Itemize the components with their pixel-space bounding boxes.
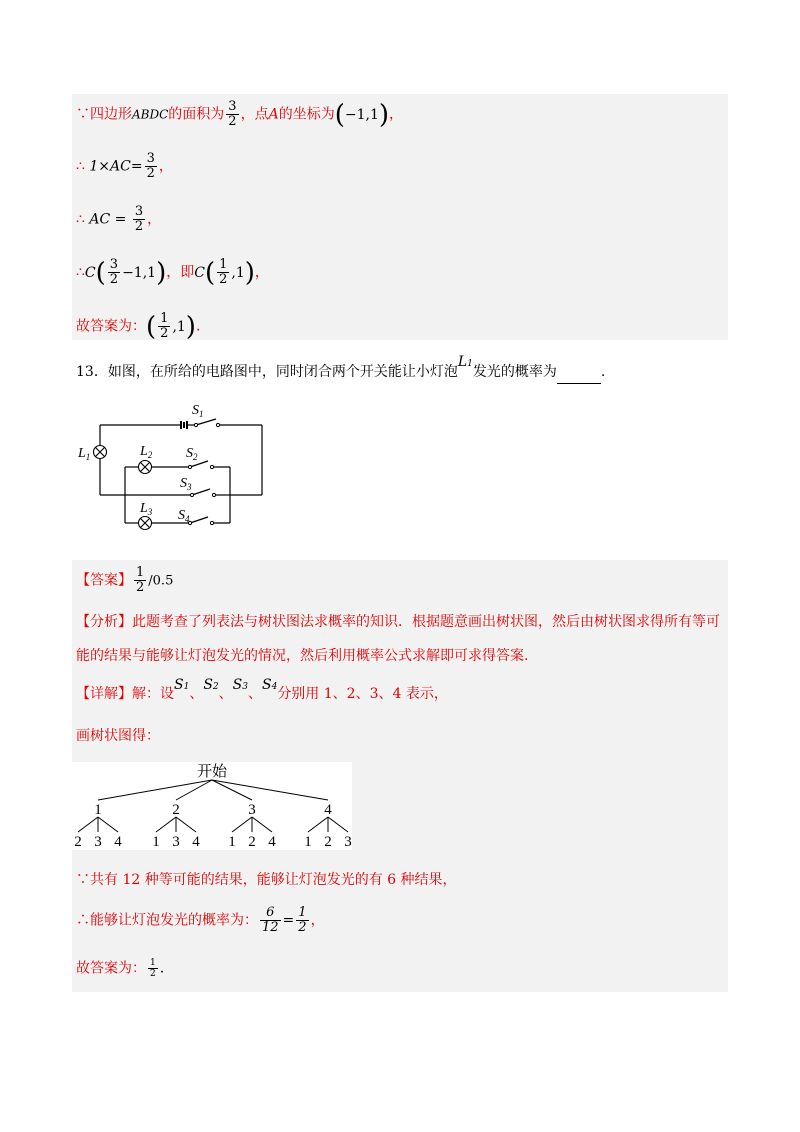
label-s4: $S_4$ <box>178 508 190 524</box>
tree-diagram <box>72 762 352 850</box>
tree-edge <box>78 817 98 832</box>
label-s2: $S_2$ <box>186 446 198 462</box>
fraction: $\frac{1}{2}$ <box>136 565 145 595</box>
tree-node-level2: 2 <box>74 834 82 850</box>
analysis-line-2: 能的结果与能够让灯泡发光的情况，然后利用概率公式求解即可求得答案. <box>76 648 529 664</box>
tree-node-level2: 3 <box>94 834 102 850</box>
tree-node-level2: 1 <box>152 834 160 850</box>
tree-node-level1: 2 <box>172 802 180 818</box>
box1-line-5: 故答案为：( $\frac{1}{2}$ ,1). <box>76 311 201 342</box>
tree-node-level2: 1 <box>304 834 312 850</box>
tree-node-level1: 4 <box>324 802 332 818</box>
tree-edge <box>308 817 328 832</box>
tree-edge <box>176 817 196 832</box>
battery-icon <box>181 421 187 429</box>
tree-root: 开始 <box>196 764 228 780</box>
tree-edge <box>252 817 272 832</box>
fraction: $\frac{3}{2}$ <box>228 99 237 129</box>
label-l1: $L_1$ <box>78 446 91 462</box>
fraction: $\frac{1}{2}$ <box>298 905 307 935</box>
solution-box-1 <box>72 94 728 340</box>
tree-node-level2: 4 <box>192 834 200 850</box>
question-13: 13．如图，在所给的电路图中，同时闭合两个开关能让小灯泡L1发光的概率为 . <box>76 362 605 384</box>
fraction: $\frac{6}{12}$ <box>262 905 279 935</box>
tree-edge <box>328 817 348 832</box>
conclusion-line-2: ∴能够让灯泡发光的概率为： $\frac{6}{12}$ = $\frac{1}{2}$ ， <box>76 905 325 935</box>
tree-edge <box>156 817 176 832</box>
bulb-l2-icon <box>139 461 152 474</box>
tree-edge <box>212 780 328 800</box>
tree-node-level2: 3 <box>172 834 180 850</box>
detail-line: 【详解】解：设S1、S2、S3、S4分别用 1、2、3、4 表示， <box>76 677 448 702</box>
answer-line: 【答案】 $\frac{1}{2}$ /0.5 <box>76 565 174 595</box>
label-l2: $L_2$ <box>140 444 153 460</box>
fraction: $\frac{1}{2}$ <box>150 958 156 979</box>
tree-edge <box>98 817 118 832</box>
label-s1: $S_1$ <box>192 403 204 419</box>
label-l3: $L_3$ <box>140 501 153 517</box>
box1-line-1: ∵四边形ABDC的面积为 $\frac{3}{2}$ ，点A的坐标为(−1,1)， <box>76 99 404 130</box>
tree-node-level1: 1 <box>94 802 102 818</box>
fraction: $\frac{1}{2}$ <box>160 311 169 341</box>
bulb-l1-icon <box>94 446 107 459</box>
tree-edge <box>232 817 252 832</box>
analysis-line-1: 【分析】此题考查了列表法与树状图法求概率的知识．根据题意画出树状图，然后由树状图求得所有等可 <box>76 614 720 630</box>
conclusion-line-1: ∵共有 12 种等可能的结果，能够让灯泡发光的有 6 种结果， <box>76 872 457 888</box>
tree-intro: 画树状图得： <box>76 728 160 744</box>
circuit-diagram <box>70 395 280 535</box>
box1-line-2: ∴ 1×AC= $\frac{3}{2}$ ， <box>76 151 173 181</box>
tree-node-level1: 3 <box>248 802 256 818</box>
box1-line-3: ∴ AC = $\frac{3}{2}$ ， <box>76 204 162 234</box>
tree-node-level2: 1 <box>228 834 236 850</box>
box1-line-4: ∴C( $\frac{3}{2}$ −1,1)，即C( $\frac{1}{2}$ ,1)， <box>76 257 269 288</box>
tree-node-level2: 4 <box>268 834 276 850</box>
fraction: $\frac{3}{2}$ <box>109 257 119 287</box>
fraction: $\frac{1}{2}$ <box>219 257 228 287</box>
fraction: $\frac{3}{2}$ <box>146 151 155 181</box>
answer-blank <box>557 369 601 384</box>
tree-node-level2: 2 <box>248 834 256 850</box>
bulb-l3-icon <box>139 517 152 530</box>
tree-node-level2: 4 <box>114 834 122 850</box>
tree-node-level2: 3 <box>344 834 352 850</box>
label-s3: $S_3$ <box>180 476 192 492</box>
fraction: $\frac{3}{2}$ <box>134 204 144 234</box>
tree-node-level2: 2 <box>324 834 332 850</box>
conclusion-line-3: 故答案为： $\frac{1}{2}$ . <box>76 958 165 979</box>
